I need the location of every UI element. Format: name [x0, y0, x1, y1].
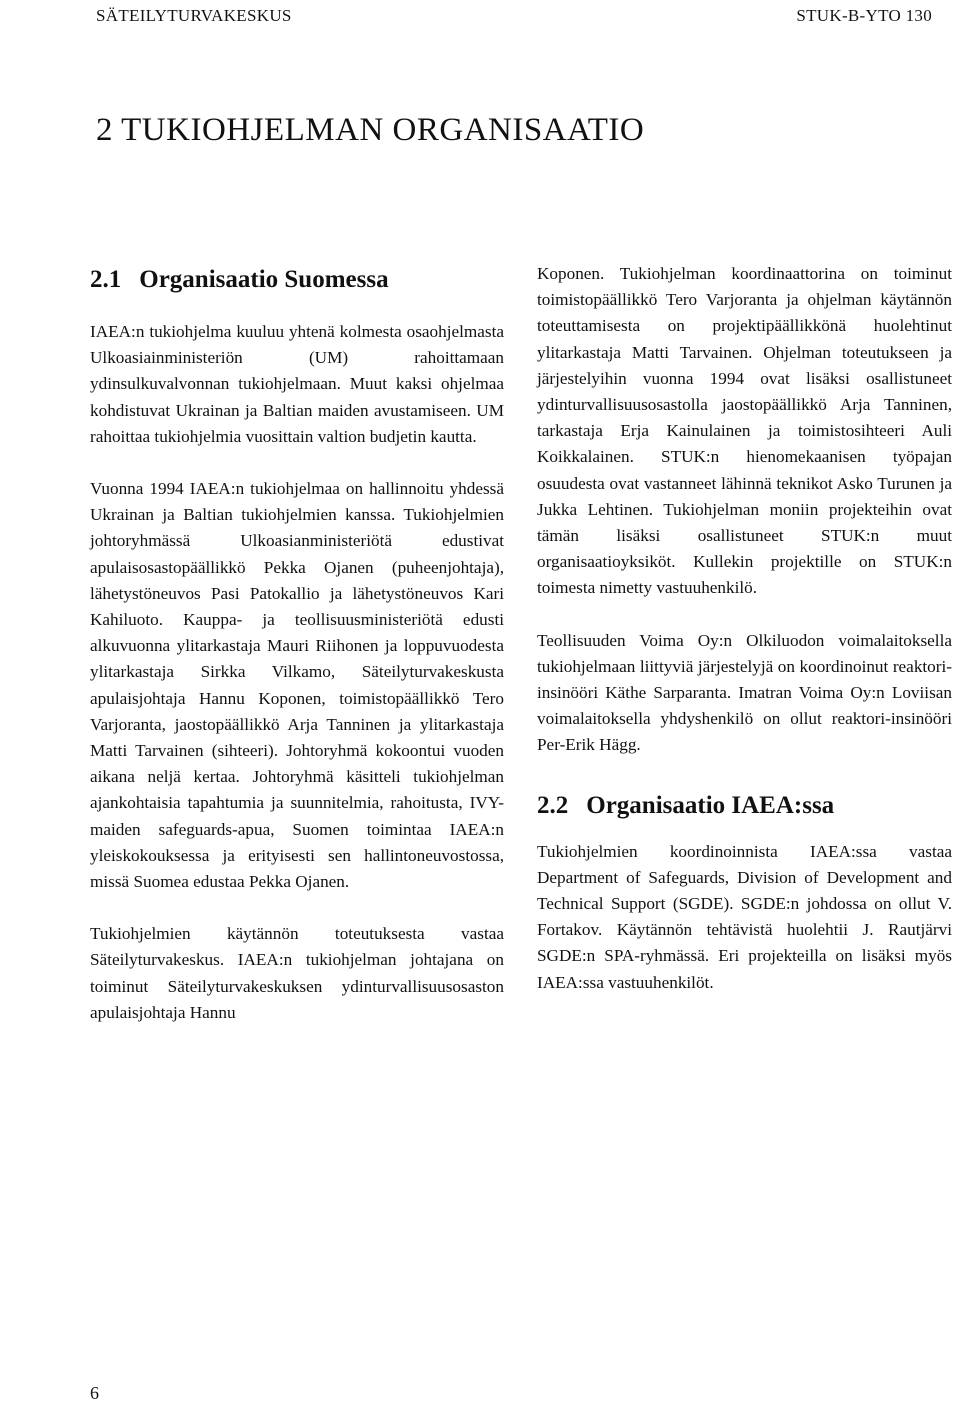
chapter-title: 2 TUKIOHJELMAN ORGANISAATIO [96, 112, 645, 148]
section-number: 2.2 [537, 791, 569, 819]
paragraph: Tukiohjelmien koordinoinnista IAEA:ssa vastaa Department of Safeguards, Division of Development and Technical Support (SGDE). SGDE:n johdossa on ollut V. Fortakov. Käytännön tehtävistä huolehtii J. Rautjärvi SGDE:n SPA-ryhmässä. Eri projekteilla on lisäksi myös IAEA:ssa vastuuhenkilöt. [537, 841, 952, 992]
left-column [90, 261, 504, 1026]
right-column [537, 261, 952, 1022]
running-header [96, 6, 932, 30]
paragraph: IAEA:n tukiohjelma kuuluu yhtenä kolmesta osaohjelmasta Ulkoasiainministeriön (UM) rahoittamaan ydinsulkuvalvonnan tukiohjelmaan. Muut kaksi ohjelmaa kohdistuvat Ukrainan ja Baltian maiden avustamiseen. UM rahoittaa tukiohjelmia vuosittain valtion budjetin kautta. [90, 322, 504, 446]
page-number: 6 [90, 1383, 99, 1403]
section-heading-2-2 [537, 789, 952, 823]
header-report-id: STUK-B-YTO 130 [796, 6, 932, 25]
section-title-text: Organisaatio Suomessa [139, 266, 389, 293]
section-number: 2.1 [90, 266, 122, 293]
paragraph: Teollisuuden Voima Oy:n Olkiluodon voimalaitoksella tukiohjelmaan liittyviä järjestelyjä on koordinoinut reaktori-insinööri Käthe Sarparanta. Imatran Voima Oy:n Loviisan voimalaitoksella yhdyshenkilö on ollut reaktori-insinööri Per-Erik Hägg. [537, 630, 952, 755]
header-organization: SÄTEILYTURVAKESKUS [96, 6, 292, 25]
section-title-text: Organisaatio IAEA:ssa [586, 791, 835, 819]
paragraph: Tukiohjelmien käytännön toteutuksesta vastaa Säteilyturvakeskus. IAEA:n tukiohjelman johtajana on toiminut Säteilyturvakeskuksen ydinturvallisuusosaston apulaisjohtaja Hannu [90, 924, 504, 1022]
section-heading-2-1 [90, 263, 504, 297]
paragraph: Vuonna 1994 IAEA:n tukiohjelmaa on hallinnoitu yhdessä Ukrainan ja Baltian tukiohjelmien kanssa. Tukiohjelmien johtoryhmässä Ulkoasianministeriötä edustivat apulaisosastopäällikkö Pekka Ojanen (puheenjohtaja), lähetystöneuvos Pasi Patokallio ja lähetystöneuvos Kari Kahiluoto. Kauppa- ja teollisuusministeriötä edusti alkuvuonna ylitarkastaja Mauri Riihonen ja loppuvuodesta ylitarkastaja Sirkka Vilkamo, Säteilyturvakeskusta apulaisjohtaja Hannu Koponen, toimistopäällikkö Tero Varjoranta, jaostopäällikkö Arja Tanninen ja ylitarkastaja Matti Tarvainen (sihteeri). Johtoryhmä kokoontui vuoden aikana neljä kertaa. Johtoryhmä käsitteli tukiohjelman ajankohtaisia tapahtumia ja suunnitelmia, rahoitusta, IVY-maiden safeguards-apua, Suomen toimintaa IAEA:n yleiskokouksessa ja erityisesti sen hallintoneuvostossa, missä Suomea edustaa Pekka Ojanen. [90, 479, 504, 892]
paragraph: Koponen. Tukiohjelman koordinaattorina on toiminut toimistopäällikkö Tero Varjoranta ja ohjelman käytännön toteuttamisesta on projektipäällikkönä huolehtinut ylitarkastaja Matti Tarvainen. Ohjelman toteutukseen ja järjestelyihin vuonna 1994 ovat lisäksi osallistuneet ydinturvallisuusosastolla jaostopäällikkö Arja Tanninen, tarkastaja Erja Kainulainen ja toimistosihteeri Auli Koikkalainen. STUK:n hienomekaanisen työpajan osuudesta ovat vastanneet lähinnä teknikot Asko Turunen ja Jukka Lehtinen. Tukiohjelman moniin projekteihin ovat tämän lisäksi osallistuneet STUK:n muut organisaatioyksiköt. Kullekin projektille on STUK:n toimesta nimetty vastuuhenkilö. [537, 264, 952, 598]
